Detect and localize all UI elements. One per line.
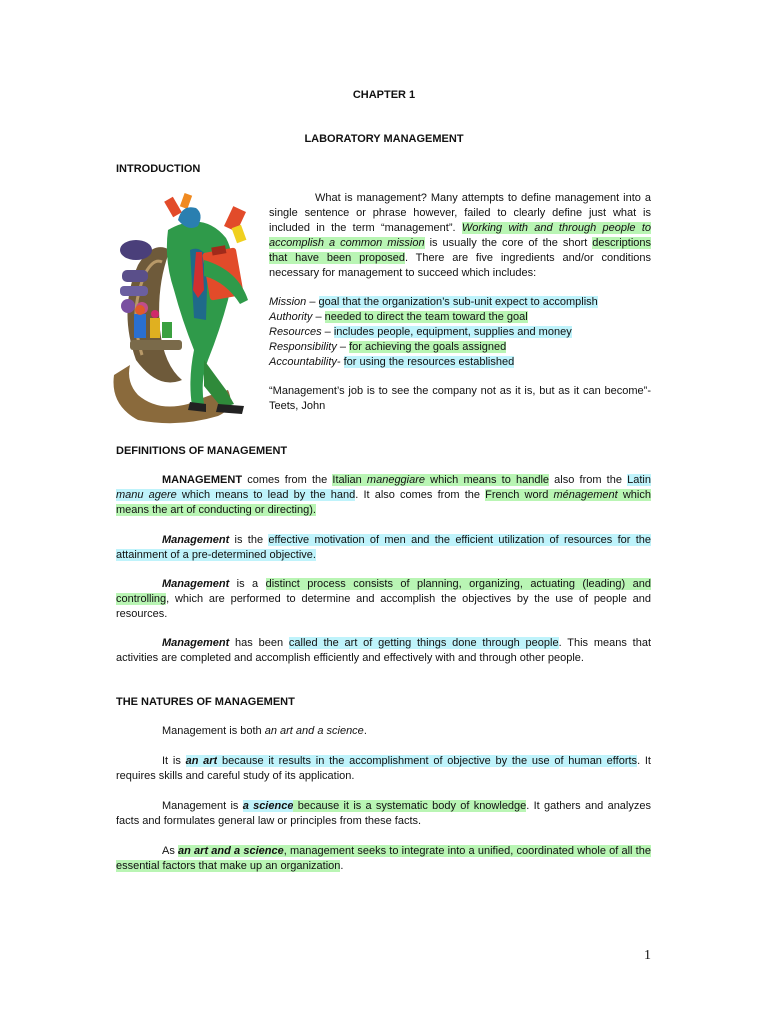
paragraph-text: . This means that activities are completed and accomplish efficiently and effectively with and through other people. [116, 637, 652, 664]
introduction-paragraph [269, 191, 651, 281]
management-term: Management [162, 534, 230, 546]
intro-text: is usually the core of the short [424, 237, 593, 249]
highlight-text: effective motivation of men and the efficient utilization of resources for the attainment of a pre-determined objective. [116, 534, 651, 561]
paragraph-text: . [340, 860, 344, 872]
highlight-text: because it is a systematic body of knowledge [293, 800, 527, 812]
highlight-text: Italian [332, 474, 367, 486]
highlight-text: Latin [627, 474, 651, 486]
intro-text: . There are five ingredients and/or conditions necessary for management to succeed which includes: [269, 252, 651, 279]
list-item-definition: for using the resources established [343, 356, 515, 368]
list-item-term: Authority [269, 311, 313, 323]
management-term: Management [162, 578, 230, 590]
definition-paragraph-process [116, 577, 651, 622]
management-term: MANAGEMENT [162, 474, 243, 486]
paragraph-text: also from the [549, 474, 628, 486]
emphasis-text: an art and a science [264, 725, 364, 737]
highlight-text: because it results in the accomplishment of objective by the use of human efforts [217, 755, 638, 767]
definition-paragraph-art [116, 636, 651, 666]
emphasis-text: an art [185, 755, 218, 767]
list-item-separator: – [336, 341, 350, 353]
list-item [269, 340, 651, 355]
highlight-italian [332, 474, 549, 486]
management-quote: “Management’s job is to see the company not as it is, but as it can become”- Teets, John [269, 385, 651, 412]
definition-paragraph-motivation [116, 533, 651, 563]
highlight-term: ménagement [553, 489, 618, 501]
list-item [269, 355, 651, 370]
list-item-separator: – [321, 326, 334, 338]
list-item-term: Mission [269, 296, 307, 308]
list-item [269, 295, 651, 310]
paragraph-text: . [363, 725, 367, 737]
list-item [269, 325, 651, 340]
paragraph-text: It is [162, 755, 186, 767]
paragraph-text: As [162, 845, 179, 857]
natures-paragraph-science [116, 799, 651, 829]
introduction-heading: INTRODUCTION [116, 163, 201, 175]
list-item-term: Responsibility [269, 341, 337, 353]
highlight-text: which means to lead by the hand [176, 489, 356, 501]
natures-paragraph-integrate [116, 844, 651, 874]
chapter-label: CHAPTER 1 [352, 89, 416, 101]
microscope-businessman-illustration [108, 190, 266, 428]
highlight-term: manu agere [116, 489, 177, 501]
list-item-definition: includes people, equipment, supplies and money [333, 326, 572, 338]
list-item-separator: – [306, 296, 319, 308]
definition-paragraph-etymology [116, 473, 651, 518]
highlight-text: distinct process consists of planning, organizing, actuating (leading) and controlling [116, 578, 651, 605]
document-title: LABORATORY MANAGEMENT [304, 133, 464, 145]
highlight-text: called the art of getting things done through people [288, 637, 559, 649]
paragraph-text: . It gathers and analyzes facts and formulates general law or principles from these facts. [116, 800, 651, 827]
natures-paragraph-art [116, 754, 651, 784]
paragraph-text: . It requires skills and careful study of its application. [116, 755, 651, 782]
list-item-definition: goal that the organization’s sub-unit expect to accomplish [318, 296, 598, 308]
list-item-definition: needed to direct the team toward the goal [324, 311, 528, 323]
paragraph-text: , which are performed to determine and accomplish the objectives by the use of people and resources. [116, 593, 651, 620]
paragraph-text: has been [229, 637, 289, 649]
paragraph-text: . It also comes from the [355, 489, 486, 501]
paragraph-text: Management is [162, 800, 243, 812]
highlight-text: , management seeks to integrate into a unified, coordinated whole of all the essential factors that make up an organization [116, 845, 651, 872]
highlight-text: French word [485, 489, 554, 501]
highlight-text: which means to handle [425, 474, 550, 486]
list-item-term: Accountability- [269, 356, 341, 368]
list-item-term: Resources [269, 326, 322, 338]
emphasis-text: a science [242, 800, 294, 812]
management-term: Management [162, 637, 230, 649]
intro-highlight-descriptions: descriptions that have been proposed [269, 237, 651, 264]
natures-heading: THE NATURES OF MANAGEMENT [116, 696, 295, 708]
paragraph-text: comes from the [242, 474, 333, 486]
intro-text: What is management? Many attempts to define management into a single sentence or phrase however, failed to clearly define just what is included in the term “management”. [269, 192, 651, 234]
highlight-text: which means the art of conducting or directing). [116, 489, 651, 516]
emphasis-text: an art and a science [178, 845, 284, 857]
list-item [269, 310, 651, 325]
definitions-heading: DEFINITIONS OF MANAGEMENT [116, 445, 288, 457]
paragraph-text: is the [229, 534, 269, 546]
list-item-definition: for achieving the goals assigned [349, 341, 507, 353]
page-number: 1 [644, 948, 651, 963]
intro-highlight-mission: Working with and through people to accomplish a common mission [269, 222, 651, 249]
management-ingredients-list [269, 295, 651, 370]
highlight-term: maneggiare [366, 474, 426, 486]
paragraph-text: is a [229, 578, 266, 590]
natures-paragraph-both [116, 724, 651, 739]
list-item-separator: – [312, 311, 325, 323]
paragraph-text: Management is both [162, 725, 265, 737]
